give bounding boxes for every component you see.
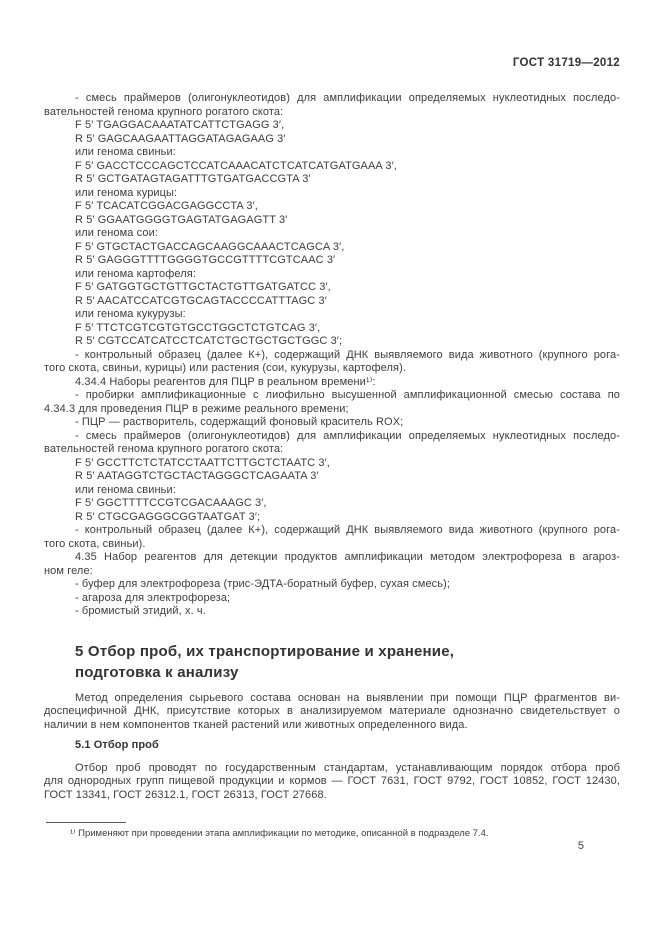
text-line: F 5′ GTGCTACTGACCAGCAAGGCAAACTCAGCA 3′,	[75, 240, 345, 253]
text-line: или генома курицы:	[75, 186, 178, 199]
text-line: или генома свиньи:	[75, 146, 176, 158]
text-line: - бромистый этидий, х. ч.	[75, 605, 206, 617]
text-line: ГОСТ 13341, ГОСТ 26312.1, ГОСТ 26313, ГОСТ 27668.	[44, 788, 327, 801]
text-line: - контрольный образец (далее К+), содержащий ДНК выявляемого вида животного (крупного рога-	[75, 348, 620, 361]
document-standard-number: ГОСТ 31719—2012	[512, 57, 620, 69]
text-line: 4.34.4 Наборы реагентов для ПЦР в реальном времени¹⁾:	[75, 375, 376, 388]
text-line: - буфер для электрофореза (трис-ЭДТА-боратный буфер, сухая смесь);	[75, 578, 451, 590]
footnote-text: ¹⁾ Применяют при проведении этапа амплификации по методике, описанной в подразделе 7.4.	[70, 828, 489, 839]
text-line: F 5′ GACCTCCCAGCTCCATCAAACATCTCATCATGATGAAA 3′,	[75, 159, 397, 172]
text-line: F 5′ TGAGGACAAATATCATTCTGAGG 3′,	[75, 119, 285, 131]
text-line: F 5′ GGCTTTTCCGTCGACAAAGC 3′,	[75, 497, 267, 509]
text-line: R 5′ GGAATGGGGTGAGTATGAGAGTT 3′	[75, 213, 288, 226]
text-line: R 5′ AATAGGTCTGCTACTAGGGCTCAGAATA 3′	[75, 470, 319, 482]
text-line: или генома сои:	[75, 227, 159, 239]
text-line: 4.35 Набор реагентов для детекции продуктов амплификации методом электрофореза в агароз-	[75, 551, 620, 563]
text-line: R 5′ CGTCCATCATCCTCATCTGCTGCTGCTGGC 3′;	[75, 335, 343, 347]
text-line: R 5′ GAGGGTTTTGGGGTGCCGTTTTCGTCAAC 3′	[75, 254, 336, 266]
text-line: наличии в нем компонентов тканей растений или животных определенного вида.	[44, 718, 468, 731]
text-line: доспецифичной ДНК, присутствие которых в анализируемом материале однозначно свидетельствует о	[44, 705, 620, 717]
text-line: F 5′ TCACATCGGACGAGGCCTA 3′,	[75, 200, 258, 212]
text-line: Метод определения сырьевого состава основан на выявлении при помощи ПЦР фрагментов ви-	[75, 691, 620, 704]
text-line: R 5′ CTGCGAGGGCGGTAATGAT 3′;	[75, 510, 261, 523]
footnote-area	[44, 822, 620, 840]
page-number: 5	[577, 840, 584, 852]
text-line: ном геле:	[44, 564, 93, 577]
text-line: или генома свиньи:	[75, 483, 176, 496]
text-line: F 5′ GCCTTCTCTATCCTAATTCTTGCTCTAATC 3′,	[75, 456, 330, 469]
text-line: R 5′ GCTGATAGTAGATTTGTGATGACCGTA 3′	[75, 173, 311, 185]
text-line: - агароза для электрофореза;	[75, 591, 231, 604]
text-line: 5 Отбор проб, их транспортирование и хранение,	[75, 642, 455, 660]
text-line: вательностей генома крупного рогатого скота:	[44, 443, 284, 455]
text-line: подготовка к анализу	[75, 663, 239, 681]
text-line: или генома картофеля:	[75, 267, 196, 280]
text-line: - ПЦР — растворитель, содержащий фоновый краситель ROX;	[75, 416, 404, 428]
footnote-divider	[46, 822, 126, 823]
text-line: того скота, свиньи, курицы) или растения (сои, кукурузы, картофеля).	[44, 362, 406, 374]
text-line: - контрольный образец (далее К+), содержащий ДНК выявляемого вида животного (крупного рога-	[75, 524, 620, 536]
text-line: - смесь праймеров (олигонуклеотидов) для амплификации определяемых нуклеотидных последо-	[75, 429, 620, 442]
text-line: для однородных групп пищевой продукции и кормов — ГОСТ 7631, ГОСТ 9792, ГОСТ 10852, ГОСТ 12430,	[44, 775, 620, 787]
document-body	[44, 92, 620, 802]
text-line: R 5′ AACATCCATCGTGCAGTACCCCATTTAGC 3′	[75, 294, 327, 307]
text-line: F 5′ TTCTCGTCGTGTGCCTGGCTCTGTCAG 3′,	[75, 321, 321, 334]
text-line: или генома кукурузы:	[75, 308, 186, 320]
text-line: F 5′ GATGGTGCTGTTGCTACTGTTGATGATCC 3′,	[75, 281, 331, 293]
text-line: вательностей генома крупного рогатого скота:	[44, 105, 284, 118]
text-line: - смесь праймеров (олигонуклеотидов) для амплификации определяемых нуклеотидных последо-	[75, 92, 620, 104]
text-line: 4.34.3 для проведения ПЦР в режиме реального времени;	[44, 402, 349, 415]
text-line: R 5′ GAGCAAGAATTAGGATAGAGAAG 3′	[75, 132, 286, 145]
text-line: 5.1 Отбор проб	[75, 739, 159, 751]
text-line: - пробирки амплификационные с лиофильно высушенной амплификационной смесью состава по	[75, 389, 620, 401]
text-line: того скота, свиньи).	[44, 537, 146, 550]
text-line: Отбор проб проводят по государственным стандартам, устанавливающим порядок отбора проб	[75, 761, 620, 774]
